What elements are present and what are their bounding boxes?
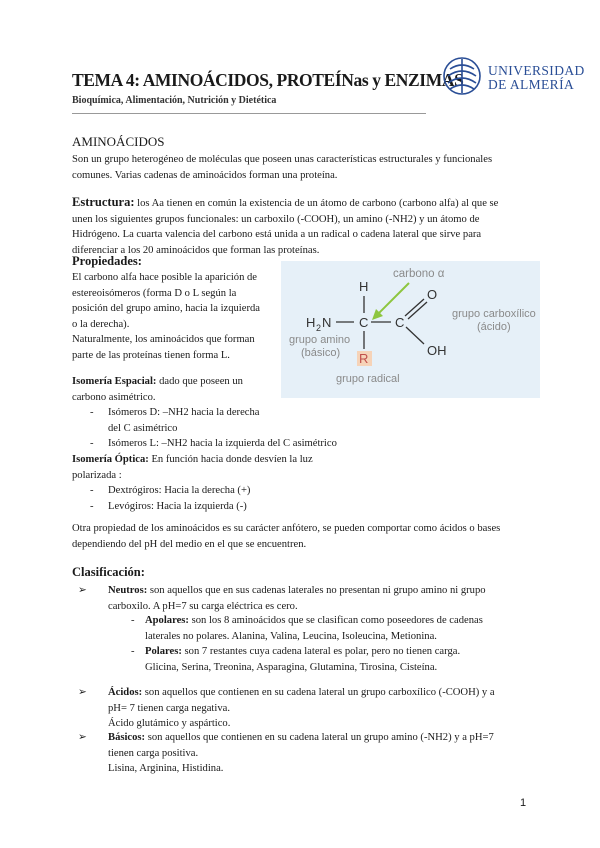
propiedades-line: parte de las proteínas tienen forma L. [72,349,230,361]
neutros-text: son aquellos que en sus cadenas laterales no presentan ni grupo amino ni grupo [147,585,486,596]
levogiros: Levógiros: Hacia la izquierda (-) [108,500,247,512]
logo-line-1: UNIVERSIDAD [488,63,585,78]
atom-h: H [359,279,369,294]
acidos-text: Ácido glutámico y aspártico. [108,718,231,730]
intro-text [72,152,492,183]
section-heading-aminoacidos: AMINOÁCIDOS [72,134,165,149]
page-number: 1 [520,797,527,809]
carbono-arrow [377,283,409,315]
anfotero-line: Otra propiedad de los aminoácidos es su carácter anfótero, se pueden comportar como ácidos o bases [72,523,501,534]
header-divider [72,113,426,114]
propiedades-line: o la derecha). [72,318,130,330]
polares-text: Glicina, Serina, Treonina, Asparagina, Glutamina, Tirosina, Cisteína. [145,661,438,673]
arrow-bullet-icon: ➢ [78,585,87,596]
acidos-text: son aquellos que contienen en su cadena lateral un grupo carboxílico (-COOH) y a [142,687,495,698]
grupo-amino-label: grupo amino [289,334,351,346]
acidos-text: pH= 7 tienen carga negativa. [108,702,230,714]
estructura-line: unen los siguientes grupos funcionales: un carboxilo (-COOH), un amino (-NH2) y un átomo de [72,213,480,225]
polares-label: Polares: [145,646,182,658]
apolares-label: Apolares: [145,615,189,626]
isomeria-optica-text: polarizada : [72,469,122,481]
isomeria-espacial [72,374,243,405]
estructura-paragraph [72,195,498,258]
logo-emblem-icon [444,58,480,94]
propiedades-line: El carbono alfa hace posible la aparición de [72,272,258,283]
list-dash: - [131,646,135,658]
estructura-heading: Estructura: [72,195,135,209]
isomeros-d: Isómeros D: –NH2 hacia la derecha [108,407,260,418]
isomeria-optica-label: Isomería Óptica: [72,454,149,465]
atom-oh: OH [427,343,447,358]
atom-o: O [427,287,438,302]
atom-c-alpha: C [359,315,369,330]
neutros-item [78,583,486,614]
page-subtitle: Bioquímica, Alimentación, Nutrición y Dietética [72,95,277,106]
acidos-label: Ácidos: [108,687,143,698]
grupo-carboxilico-sublabel: (ácido) [477,321,511,333]
propiedades-line: Naturalmente, los aminoácidos que forman [72,334,255,346]
grupo-amino-sublabel: (básico) [301,347,341,359]
page-title: TEMA 4: AMINOÁCIDOS, PROTEÍNas y ENZIMAS [72,70,464,90]
isomeros-list [90,405,337,452]
polares-text: son 7 restantes cuya cadena lateral es polar, pero no tienen carga. [181,646,461,658]
neutros-text: carboxilo. A pH=7 su carga eléctrica es cero. [108,600,298,612]
neutros-sublist [131,613,483,675]
carbono-alfa-label: carbono α [393,268,445,280]
apolares-text: laterales no polares. Alanina, Valina, Leucina, Isoleucina, Metionina. [145,630,437,642]
propiedades-heading: Propiedades: [72,254,142,268]
isomeria-espacial-label: Isomería Espacial: [72,376,157,387]
atom-nh2-sub: 2 [316,323,322,333]
atom-nh2-n: N [322,315,332,330]
basicos-text: Lisina, Arginina, Histidina. [108,763,224,775]
arrow-bullet-icon: ➢ [78,732,87,743]
atom-c-carboxyl: C [395,315,405,330]
amino-acid-structure-diagram [281,261,540,398]
anfotero-paragraph [72,521,500,552]
grupo-carboxilico-label: grupo carboxílico [452,308,536,320]
isomeros-d-cont: del C asimétrico [108,422,178,434]
intro-line: comunes. Varias cadenas de aminoácidos forman una proteína. [72,169,338,181]
list-dash: - [90,438,94,450]
clasificacion-heading: Clasificación: [72,565,145,579]
estructura-line: diferenciar a los 20 aminoácidos que forman las proteínas. [72,244,320,256]
arrow-bullet-icon: ➢ [78,687,87,698]
list-dash: - [90,485,94,496]
propiedades-line: estereoisómeros (forma D o L según la [72,287,237,299]
list-dash: - [90,407,94,418]
neutros-label: Neutros: [108,585,148,596]
propiedades-line: posición del grupo amino, hacia la izquierda [72,303,260,315]
isomeria-espacial-text: carbono asimétrico. [72,391,156,403]
basicos-text: tienen carga positiva. [108,747,199,759]
basicos-label: Básicos: [108,732,146,743]
grupo-radical-label: grupo radical [336,373,400,385]
basicos-item [78,730,494,777]
list-dash: - [90,500,94,512]
propiedades-text [72,270,260,364]
estructura-line: los Aa tienen en común la existencia de un átomo de carbono (carbono alfa) al que se [134,198,499,209]
apolares-text: son los 8 aminoácidos que se clasifican como poseedores de cadenas [188,615,483,626]
logo-line-2: DE ALMERÍA [488,77,575,92]
isomeria-optica [72,452,313,483]
estructura-line: Hidrógeno. La cuarta valencia del carbono está unida a un radical o cadena lateral que sirve para [72,229,482,241]
basicos-text: son aquellos que contienen en su cadena lateral un grupo amino (-NH2) y a pH=7 [145,732,494,743]
isomeros-l: Isómeros L: –NH2 hacia la izquierda del C asimétrico [108,438,337,450]
anfotero-line: dependiendo del pH del medio en el que se encuentren. [72,538,307,550]
atom-r: R [359,351,369,366]
isomeria-optica-text: En función hacia donde desvíen la luz [148,454,313,465]
dextrogiros: Dextrógiros: Hacia la derecha (+) [108,485,251,496]
bond-c-oh [406,327,424,344]
intro-line: Son un grupo heterogéneo de moléculas que poseen unas características estructurales y funcionales [72,154,493,165]
isomeria-espacial-text: dado que poseen un [156,376,243,387]
atom-nh2-h: H [306,315,316,330]
optica-list [90,483,250,514]
list-dash: - [131,615,135,626]
logo-text [488,64,585,92]
acidos-item [78,685,495,732]
